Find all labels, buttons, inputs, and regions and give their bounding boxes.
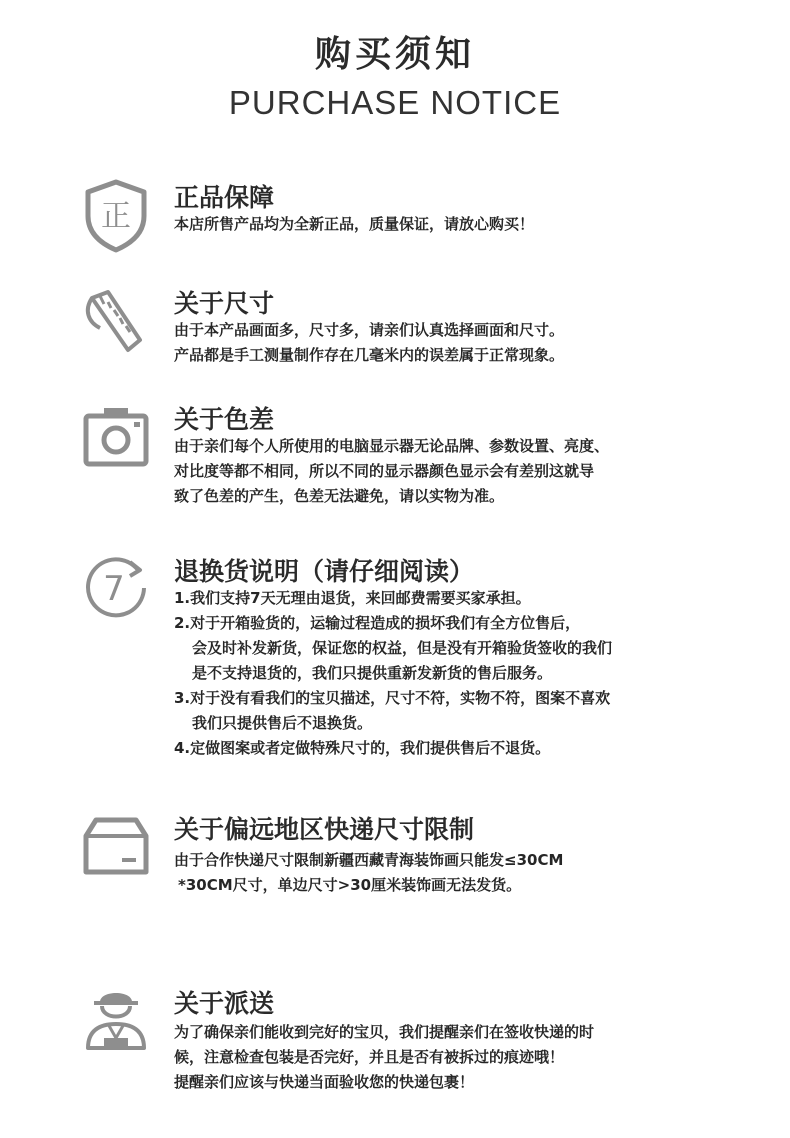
svg-text:正: 正 — [101, 199, 131, 234]
section-heading: 关于派送 — [174, 989, 275, 1018]
section-body: 1.我们支持7天无理由退货，来回邮费需要买家承担。 2.对于开箱验货的，运输过程造成的损坏我们有全方位售后， 会及时补发新货，保证您的权益，但是没有开箱验货签收的我们 是不支持退货的，我们只提供重新发新货的售后服务。 3.对于没有看我们的宝贝描述，尺寸不符，实物不符，图案不喜欢 我们只提供售后不退换货。 4.定做图案或者定做特殊尺寸的，我们提供售后不退货。 — [174, 589, 613, 757]
seven-day-return-icon — [78, 548, 154, 624]
section-heading: 关于尺寸 — [174, 289, 275, 318]
courier-icon — [78, 982, 154, 1058]
section-body: 由于亲们每个人所使用的电脑显示器无论品牌、参数设置、亮度、 对比度等都不相同，所以不同的显示器颜色显示会有差别这就导 致了色差的产生，色差无法避免，请以实物为准。 — [174, 437, 610, 505]
page-title: 购买须知 — [314, 34, 475, 75]
section-heading: 关于色差 — [174, 405, 275, 434]
tape-measure-icon — [78, 284, 154, 360]
section-body: 本店所售产品均为全新正品，质量保证，请放心购买！ — [174, 215, 535, 233]
page-subtitle: PURCHASE NOTICE — [228, 84, 562, 121]
svg-text:7: 7 — [103, 569, 125, 609]
section-body: 由于本产品画面多，尺寸多，请亲们认真选择画面和尺寸。 产品都是手工测量制作存在几毫米内的误差属于正常现象。 — [174, 321, 565, 364]
section-heading: 关于偏远地区快递尺寸限制 — [174, 815, 475, 844]
section-heading: 退换货说明（请仔细阅读） — [174, 557, 475, 586]
section-heading: 正品保障 — [174, 183, 275, 212]
genuine-shield-icon — [78, 178, 154, 254]
shipping-box-icon — [78, 808, 154, 884]
camera-icon — [78, 400, 154, 476]
section-body: 由于合作快递尺寸限制新疆西藏青海装饰画只能发≤30CM *30CM尺寸，单边尺寸>30厘米装饰画无法发货。 — [174, 851, 564, 894]
section-body: 为了确保亲们能收到完好的宝贝，我们提醒亲们在签收快递的时 候，注意检查包装是否完好，并且是否有被拆过的痕迹哦！ 提醒亲们应该与快递当面验收您的快递包裹！ — [174, 1023, 595, 1091]
